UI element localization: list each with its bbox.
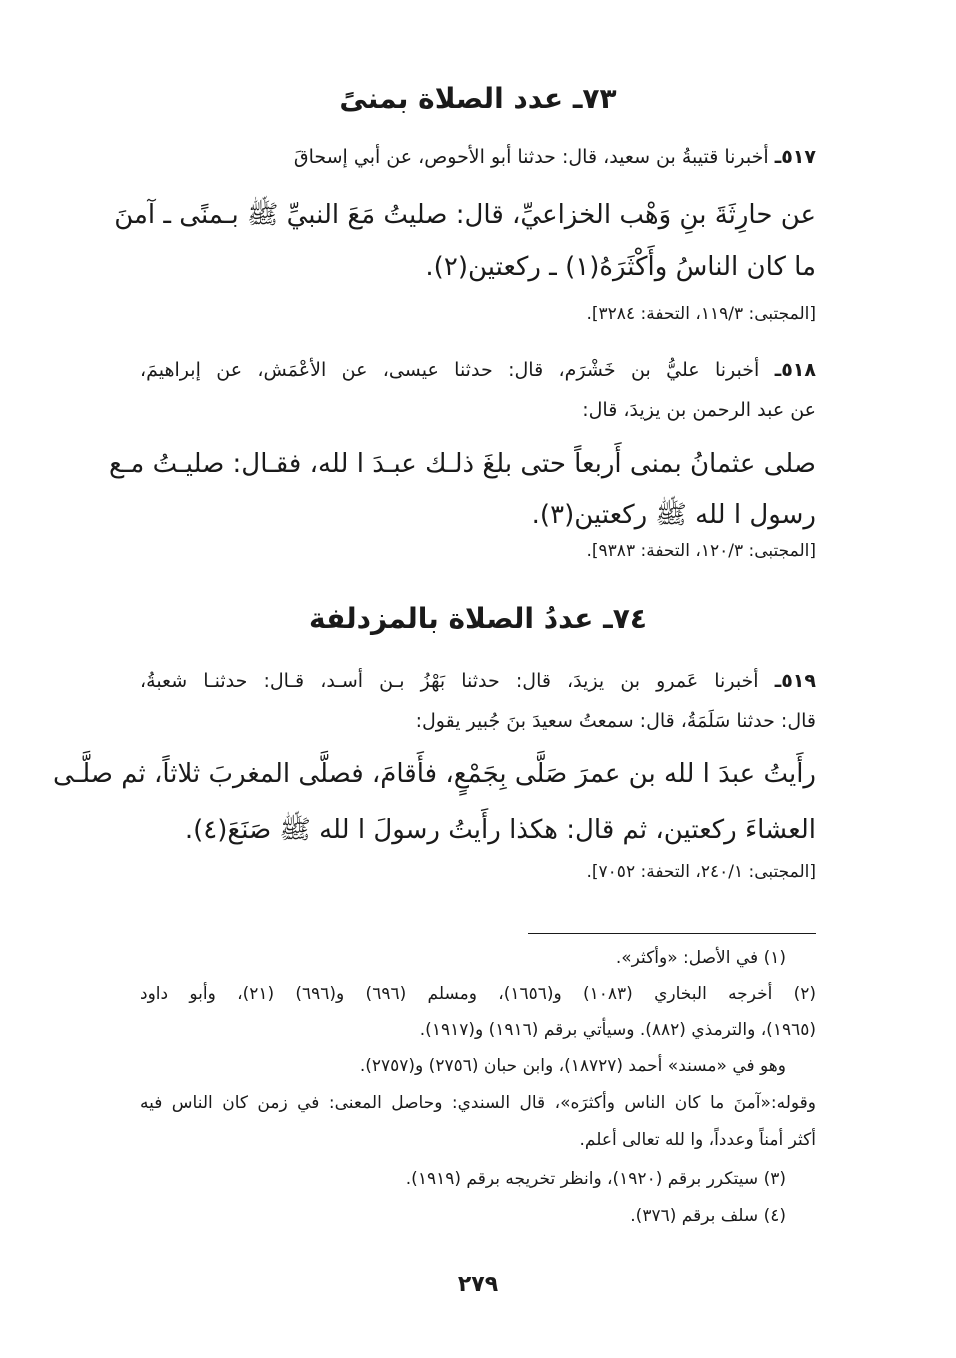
footnote-2: (٢) أخرجه البخاري (١٠٨٣) و(١٦٥٦)، ومسلم (٦٩٦) و(٦٩٦) (٢١)، وأبو داود	[140, 984, 816, 1004]
hadith-519-reference: [المجتبى: ٢٤٠/١، التحفة: ٧٠٥٢].	[586, 862, 816, 882]
footnote-2-explanation-cont: أكثر أمناً وعدداً، وا لله تعالى أعلم.	[579, 1130, 816, 1150]
footnote-4: (٤) سلف برقم (٣٧٦).	[630, 1206, 786, 1226]
hadith-519-isnad-line: قال: حدثنا سَلَمَةُ، قال: سمعتُ سعيدَ بنَ جُبير يقول:	[415, 710, 816, 732]
hadith-number: ٥١٨ـ	[774, 359, 816, 381]
hadith-518-isnad-line: عن عبد الرحمن بن يزيدَ، قال:	[582, 399, 816, 421]
footnote-2-note: وهو في «مسند» أحمد (١٨٧٢٧)، وابن حبان (٢٧٥٦) و(٢٧٥٧).	[359, 1056, 786, 1076]
hadith-518-reference: [المجتبى: ١٢٠/٣، التحفة: ٩٣٨٣].	[586, 541, 816, 561]
footnote-separator	[528, 933, 816, 934]
footnote-2-explanation: وقوله:«آمنَ ما كان الناس وأكثرَه»، قال السندي: وحاصل المعنى: في زمن كان الناس فيه	[140, 1093, 816, 1113]
hadith-518-isnad: ٥١٨ـ أخبرنا عليُّ بن خَشْرَم، قال: حدثنا عيسى، عن الأعْمَش، عن إبراهيمَ،	[140, 359, 816, 381]
hadith-517-reference: [المجتبى: ١١٩/٣، التحفة: ٣٢٨٤].	[586, 304, 816, 324]
hadith-518-matn-line: رسول ا لله ﷺ ركعتين(٣).	[531, 500, 816, 530]
footnote-1: (١) في الأصل: «وأكثر».	[615, 948, 786, 968]
section-heading-73: ٧٣ـ عدد الصلاة بمنىً	[339, 82, 617, 115]
hadith-517-isnad: ٥١٧ـ أخبرنا قتيبةُ بن سعيد، قال: حدثنا أبو الأحوص، عن أبي إسحاقَ	[293, 146, 816, 168]
footnote-3: (٣) سيتكرر برقم (١٩٢٠)، وانظر تخريجه برقم (١٩١٩).	[405, 1169, 786, 1189]
hadith-517-matn-line: ما كان الناسُ وأَكْثَرَهُ(١) ـ ركعتين(٢).	[425, 252, 816, 282]
footnote-2-cont: (١٩٦٥)، والترمذي (٨٨٢). وسيأتي برقم (١٩١٦) و(١٩١٧).	[419, 1020, 816, 1040]
hadith-519-matn-line: رأَيتُ عبدَ ا لله بن عمرَ صَلَّى بِجَمْعٍ، فأَقامَ، فصلَّى المغربَ ثلاثاً، ثم صلَّـى	[52, 759, 816, 789]
hadith-number: ٥١٧ـ	[774, 146, 816, 168]
hadith-519-matn-line: العشاءَ ركعتين، ثم قال: هكذا رأَيتُ رسولَ ا لله ﷺ صَنَعَ(٤).	[184, 815, 816, 845]
hadith-518-matn-line: صلى عثمانُ بمنى أَربعاً حتى بلغَ ذلـك عبـدَ ا لله، فقـال: صليـتُ مـع	[108, 449, 816, 479]
page-number: ٢٧٩	[457, 1272, 499, 1297]
section-heading-74: ٧٤ـ عددُ الصلاة بالمزدلفة	[309, 602, 647, 635]
hadith-519-isnad: ٥١٩ـ أخبرنا عَمرو بن يزيدَ، قال: حدثنا بَهْزُ بـن أسـد، قـال: حدثنـا شعبةُ،	[140, 670, 816, 692]
hadith-517-matn-line: عن حارِثَةَ بنِ وَهْب الخزاعيِّ، قال: صليتُ مَعَ النبيِّ ﷺ بـمنًى ـ آمنَ	[114, 200, 816, 230]
hadith-number: ٥١٩ـ	[774, 670, 816, 692]
